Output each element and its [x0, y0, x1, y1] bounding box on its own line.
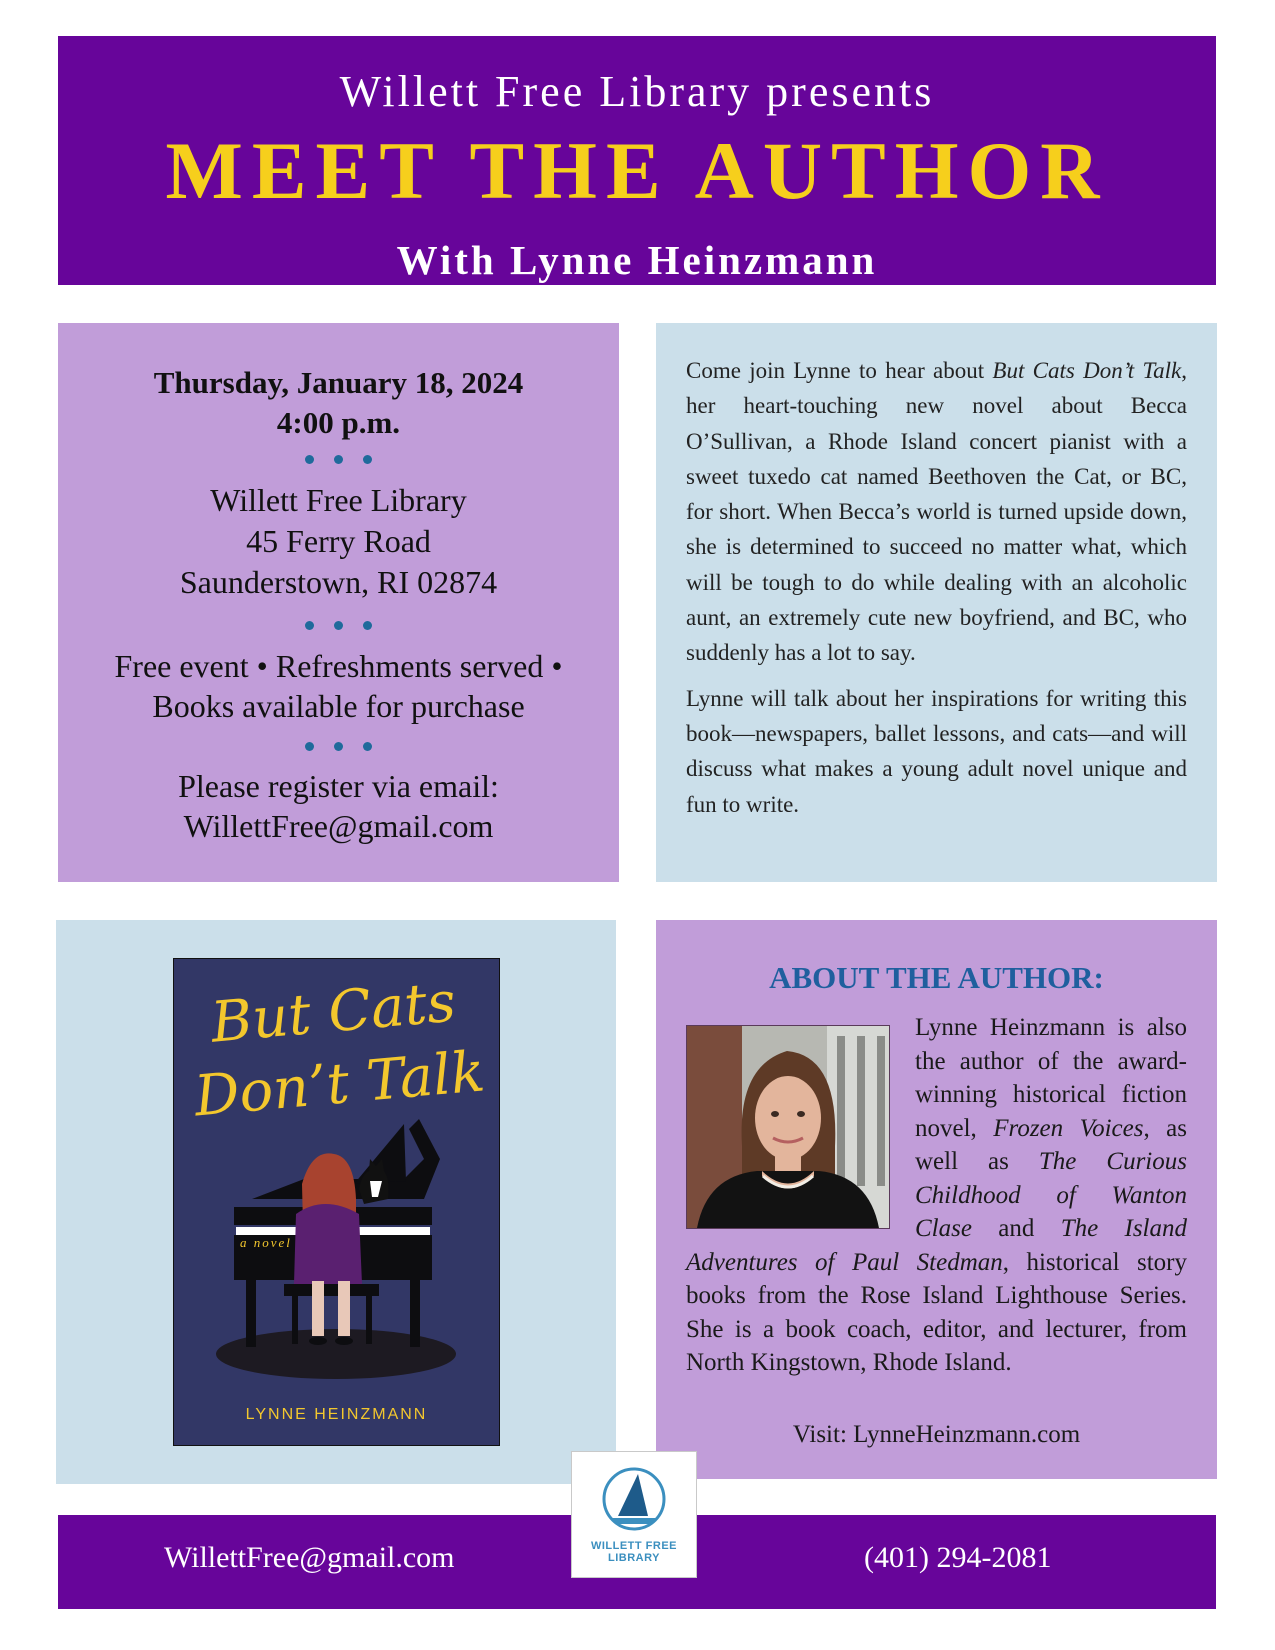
venue-name: Willett Free Library — [210, 482, 467, 518]
event-datetime — [58, 363, 619, 443]
venue-city: Saunderstown, RI 02874 — [179, 564, 498, 600]
bio-text-1: Lynne Heinzmann is also the author of the award-winning historical fiction novel, — [915, 1014, 1187, 1142]
event-info — [58, 646, 619, 726]
book-cover-panel — [56, 920, 616, 1484]
logo-text — [572, 1540, 696, 1564]
logo-line1: WILLETT FREE — [590, 1540, 678, 1552]
about-author-panel — [656, 920, 1217, 1479]
library-logo — [571, 1451, 697, 1578]
footer-phone[interactable]: (401) 294-2081 — [864, 1541, 1052, 1574]
event-title: MEET THE AUTHOR — [165, 125, 1109, 216]
description-paragraph-1 — [686, 353, 1187, 671]
event-date: Thursday, January 18, 2024 — [153, 365, 524, 400]
header-banner — [58, 36, 1216, 285]
bio-text-3: and — [971, 1215, 1061, 1242]
author-photo — [686, 1025, 890, 1229]
dot-divider — [58, 738, 619, 750]
description-intro: Come join Lynne to hear about — [686, 358, 993, 383]
cover-author: LYNNE HEINZMANN — [245, 1406, 428, 1423]
logo-line2: LIBRARY — [608, 1552, 660, 1564]
event-info-line1: Free event • Refreshments served • — [114, 648, 563, 684]
dot-divider — [58, 451, 619, 463]
author-website[interactable]: Visit: LynneHeinzmann.com — [792, 1421, 1081, 1448]
bio-book-3: The Island Adventures of Paul Stedman — [686, 1215, 1187, 1276]
book-title-inline: But Cats Don’t Talk — [992, 358, 1182, 383]
bio-text-2: , as well as — [915, 1114, 1187, 1175]
venue-street: 45 Ferry Road — [246, 523, 431, 559]
registration-info — [58, 766, 619, 846]
author-bio — [686, 1011, 1187, 1380]
author-subtitle: With Lynne Heinzmann — [396, 237, 878, 283]
book-cover-image — [173, 958, 500, 1446]
about-heading: ABOUT THE AUTHOR: — [769, 960, 1104, 995]
event-details-panel — [58, 323, 619, 882]
dot-divider — [58, 617, 619, 629]
bio-book-1: Frozen Voices — [993, 1114, 1144, 1142]
book-description-panel — [656, 323, 1217, 882]
cover-title-line1: But Cats — [208, 969, 459, 1056]
register-label: Please register via email: — [178, 768, 499, 804]
venue-address — [58, 480, 619, 603]
footer-email[interactable]: WillettFree@gmail.com — [164, 1541, 455, 1574]
presents-line: Willett Free Library presents — [339, 67, 935, 116]
register-email[interactable]: WillettFree@gmail.com — [183, 808, 494, 844]
cover-title — [173, 963, 500, 1135]
sailboat-icon — [572, 1452, 696, 1542]
bio-book-2: The Curious Childhood of Wanton Clase — [915, 1148, 1187, 1242]
cover-tag: a novel — [240, 1235, 292, 1250]
event-time: 4:00 p.m. — [276, 405, 401, 440]
cover-title-line2: Don’t Talk — [191, 1039, 488, 1130]
bio-text-4: , historical story books from the Rose Island Lighthouse Series. She is a book coach, editor, and lecturer, from North Kingstown, Rhode Island. — [686, 1248, 1187, 1376]
event-info-line2: Books available for purchase — [152, 688, 525, 724]
description-body: , her heart-touching new novel about Becca O’Sullivan, a Rhode Island concert pianist with a sweet tuxedo cat named Beethoven the Cat, or BC, for short. When Becca’s world is turned upside down, she is determined to succeed no matter what, which will be tough to do while dealing with an alcoholic aunt, an extremely cute new boyfriend, and BC, who suddenly has a lot to say. — [686, 358, 1187, 666]
description-paragraph-2: Lynne will talk about her inspirations for writing this book—newspapers, ballet lessons, and cats—and will discuss what makes a young adult novel unique and fun to write. — [686, 685, 1187, 817]
author-portrait — [687, 1026, 889, 1228]
